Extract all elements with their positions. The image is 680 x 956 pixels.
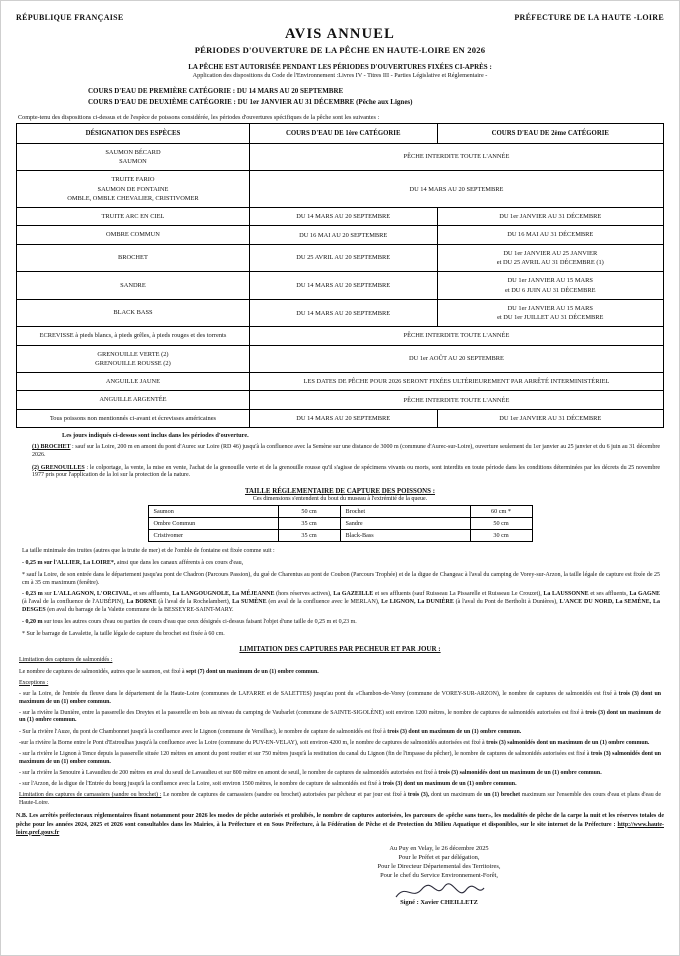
cat2-period-cell: DU 16 MAI AU 31 DÉCEMBRE [437,226,663,244]
size-table [148,505,533,542]
size-species-cell: Brochet [340,506,470,518]
days-included-note: Les jours indiqués ci-dessus sont inclus dans les périodes d'ouverture. [62,432,249,440]
cat2-period-cell: DU 1er JANVIER AU 15 MARS et DU 6 JUIN AU 31 DÉCEMBRE [437,272,663,300]
merged-period-cell: PÊCHE INTERDITE TOUTE L'ANNÉE [249,391,663,409]
species-table [16,123,664,428]
nb-text: N.B. Les arrêtés préfectoraux réglementaires fixant notamment pour 2026 les modes de pêche autorisés et prohibés, le nombre de captures autorisées, les parcours de «pêche sans tuer», les modalités de pêche de la carpe la nuit et les réserves totales de pêche pour les années 2024, 2025 et 2026 sont consultables dans les Mairies, à la Préfecture et en Sous Préfecture, à la Fédération de Pêche et de Protection du Milieu Aquatique et disponibles, sur le site internet de la Préfecture : [16,813,664,828]
species-name-cell: TRUITE ARC EN CIEL [17,208,250,226]
species-row [17,391,664,409]
size-value-cell: 60 cm * [470,506,532,518]
limitation-paragraphs [19,657,661,807]
size-species-cell: Sandre [340,518,470,530]
size-paragraph: - 0,25 m sur l'ALLIER, La LOIRE*, ainsi que dans les canaux afférents à ces cours d'eau, [22,560,244,567]
species-row [17,373,664,391]
limitation-paragraph: Limitation des captures de salmonidés : [19,657,113,664]
category-lines [88,86,664,108]
signature-name-line: Signé : Xavier CHEILLETZ [400,898,478,906]
size-paragraph: - 0,23 m sur L'ALLAGNON, L'ORCIVAL, et ses affluents, La LANGOUGNOLE, La MÉJEANNE (hors réserves actives), La GAZEILLE et ses affluents (sauf Ruisseau La Pissarelle et Ruisseau Le Crouzet), La LAUSSONNE et ses affluents, La GAGNE (à l'aval de la confluence de l'AUBÉPIN), La BORNE (à l'aval de la Rochelambert), La SUMÈNE (en aval de la confluence avec le MERLAN), Le LIGNON, La DUNIÈRE (à l'aval du Pont de Bertholit à Dunières), L'ANCE DU NORD, La SEMÈNE, La DESGES (en aval du barrage de la Valette commune de la BESSEYRE-SAINT-MARY. [22,591,661,613]
size-paragraphs [22,548,660,638]
signature-line: Pour le Directeur Départemental des Territoires, [377,862,501,870]
species-row [17,226,664,244]
merged-period-cell: PÊCHE INTERDITE TOUTE L'ANNÉE [249,143,663,171]
size-paragraph: * sauf la Loire, de son entrée dans le département jusqu'au pont de Chadron (Parcours Passion), du gué de Charentus au pont de Coubon (Parcours Trophée) et de la digue de Changeac à l'aval du camping de Vorey-sur-Arzon, la taille légale de capture est fixée de 25 cm à 35 cm maximum (fenêtre). [22,571,660,586]
species-name-cell: OMBRE COMMUN [17,226,250,244]
cat1-period-cell: DU 14 MARS AU 20 SEPTEMBRE [249,409,437,427]
limitation-title: LIMITATION DES CAPTURES PAR PECHEUR ET PAR JOUR : [239,645,441,654]
signature-line: Pour le chef du Service Environnement-Forêt, [380,871,498,879]
species-row [17,409,664,427]
species-name-cell: ANGUILLE JAUNE [17,373,250,391]
species-row [17,171,664,208]
size-paragraph: - 0,20 m sur tous les autres cours d'eau ou parties de cours d'eau que ceux désignés ci-dessus faisant l'objet d'une taille de 0,25 m et 0,23 m. [22,618,357,625]
size-species-cell: Saumon [148,506,278,518]
size-section-title: TAILLE RÉGLEMENTAIRE DE CAPTURE DES POISSONS : [244,488,436,496]
size-paragraph: La taille minimale des truites (autres que la truite de mer) et de l'omble de fontaine est fixée comme suit : [22,548,275,555]
species-row [17,244,664,272]
merged-period-cell: PÊCHE INTERDITE TOUTE L'ANNÉE [249,327,663,345]
size-value-cell: 35 cm [278,530,340,542]
species-name-cell: BROCHET [17,244,250,272]
limitation-paragraph: - sur la Loire, de l'entrée du fleuve dans le département de la Haute-Loire (communes de LAFARRE et de SALETTES) jusqu'au pont du «Chambon-de-Vorey (commune de VOREY-SUR-ARZON), le nombre de captures de salmonidés est fixé à trois (3) dont un maximum de un (1) ombre commun. [19,690,661,705]
size-value-cell: 50 cm [470,518,532,530]
species-name-cell: GRENOUILLE VERTE (2) GRENOUILLE ROUSSE (2) [17,345,250,373]
limitation-paragraph: Exceptions : [19,679,49,686]
category-2-line: COURS D'EAU DE DEUXIÈME CATÉGORIE : DU 1er JANVIER AU 31 DÉCEMBRE (Pêche aux Lignes) [88,97,413,106]
species-row [17,345,664,373]
signature-block [284,845,594,908]
footnote: (1) BROCHET : sauf sur la Loire, 200 m en amont du pont d'Aurec sur Loire (RD 46) jusqu'à la confluence avec la Semène sur une distance de 3000 m (commune d'Aurec-sur-Loire), ouverture seulement du 1er janvier au 25 janvier et du 6 juin au 31 décembre 2026. [32,444,660,458]
species-name-cell: ANGUILLE ARGENTÉE [17,391,250,409]
limitation-paragraph: Le nombre de captures de salmonidés, autres que le saumon, est fixé à sept (7) dont un maximum de un (1) ombre commun. [19,668,319,675]
species-name-cell: ECREVISSE à pieds blancs, à pieds grêles, à pieds rouges et des torrents [17,327,250,345]
species-row [17,208,664,226]
limitation-paragraph: - sur la rivière la Dunière, entre la passerelle des Dreytes et la passerelle en bois au niveau du camping de Vaubarlet (commune de SAINTE-SIGOLÈNE) soit environ 1200 mètres, le nombre de captures de salmonidés autorisées est fixé à trois (3) dont un maximum de un (1) ombre commun. [19,709,661,724]
species-table-intro: Compte-tenu des dispositions ci-dessus et de l'espèce de poissons considérée, les périodes d'ouvertures spécifiques de la pêche sont les suivantes : [18,113,380,121]
species-table-body [17,143,664,427]
cat1-period-cell: DU 14 MARS AU 20 SEPTEMBRE [249,299,437,327]
signature-line: Pour le Préfet et par délégation, [398,853,480,861]
size-species-cell: Cristivomer [148,530,278,542]
species-row [17,272,664,300]
species-name-cell: SAUMON BÉCARD SAUMON [17,143,250,171]
limitation-paragraph: - sur l'Arzon, de la digue de l'Entrée du bourg jusqu'à la confluence avec la Loire, soit environ 1500 mètres, le nombre de capture de salmonidés est fixé à trois (3) dont un maximum de un (1) ombre commun. [19,780,517,787]
document-header [16,13,664,22]
footnotes [16,444,664,480]
species-row [17,143,664,171]
cat1-period-cell: DU 14 MARS AU 20 SEPTEMBRE [249,208,437,226]
merged-period-cell: DU 1er AOÛT AU 20 SEPTEMBRE [249,345,663,373]
signature-line: Au Puy en Velay, le 26 décembre 2025 [389,844,489,852]
limitation-paragraph: - sur la rivière le Lignon à Tence depuis la passerelle située 120 mètres en amont du pont routier et sur 750 mètres jusqu'à la restitution du canal du Lignon (fin de l'impasse du pêcher), le nombre de captures de salmonidés autorisées est fixé à trois (3) salmonidés dont un maximum de un (1) ombre commun. [19,750,662,765]
limitation-paragraph: - sur la rivière la Senouire à Lavaudieu de 200 mètres en aval du seuil de Lavaudieu et sur 800 mètre en amont de seuil, le nombre de captures de salmonidés autorisées est fixé à trois (3) salmonidés dont un maximum de un (1) ombre commun. [19,769,602,776]
intro-line-1: LA PÊCHE EST AUTORISÉE PENDANT LES PÉRIODES D'OUVERTURES FIXÉES CI-APRÈS : [188,63,492,71]
cat2-period-cell: DU 1er JANVIER AU 25 JANVIER et DU 25 AVRIL AU 31 DÉCEMBRE (1) [437,244,663,272]
limitation-paragraph: -sur la rivière la Borne entre le Pont d'Estroulhas jusqu'à la confluence avec la Loire (commune du PUY-EN-VELAY), soit environ 4200 m, le nombre de captures de salmonidés autorisées est fixé à trois (3) salmonidés dont un maximum de un (1) ombre commun. [19,739,650,746]
merged-period-cell: DU 14 MARS AU 20 SEPTEMBRE [249,171,663,208]
republique-label: RÉPUBLIQUE FRANÇAISE [16,13,124,22]
cat2-period-cell: DU 1er JANVIER AU 15 MARS et DU 1er JUILLET AU 31 DÉCEMBRE [437,299,663,327]
cat1-period-cell: DU 16 MAI AU 20 SEPTEMBRE [249,226,437,244]
cat2-period-cell: DU 1er JANVIER AU 31 DÉCEMBRE [437,208,663,226]
cat1-period-cell: DU 25 AVRIL AU 20 SEPTEMBRE [249,244,437,272]
merged-period-cell: LES DATES DE PÊCHE POUR 2026 SERONT FIXÉES ULTÉRIEUREMENT PAR ARRÊTÉ INTERMINISTÉRIEL [249,373,663,391]
species-col-header: COURS D'EAU DE 1ère CATÉGORIE [249,123,437,143]
species-name-cell: Tous poissons non mentionnés ci-avant et écrevisses américaines [17,409,250,427]
species-name-cell: TRUITE FARIO SAUMON DE FONTAINE OMBLE, OMBLE CHEVALIER, CRISTIVOMER [17,171,250,208]
species-name-cell: SANDRE [17,272,250,300]
limitation-paragraph: Limitation des captures de carnassiers (sandre ou brochet) : Le nombre de captures de carnassiers (sandre ou brochet) autorisées par pêcheur et par jour est fixé à trois (3), dont un maximum de un (1) brochet maximum sur l'ensemble des cours d'eau et plans d'eau de Haute-Loire. [19,792,661,806]
cat1-period-cell: DU 14 MARS AU 20 SEPTEMBRE [249,272,437,300]
size-table-body [148,506,532,542]
category-1-line: COURS D'EAU DE PREMIÈRE CATÉGORIE : DU 14 MARS AU 20 SEPTEMBRE [88,87,344,95]
footnote: (2) GRENOUILLES : le colportage, la vente, la mise en vente, l'achat de la grenouille verte et de la grenouille rousse qu'il s'agisse de spécimens vivants ou morts, sont interdits en toute période dans les conditions déterminées par les décrets du 25 novembre 1977 pris pour l'application de la loi sur la protection de la nature. [32,464,661,479]
size-value-cell: 35 cm [278,518,340,530]
prefecture-label: PRÉFECTURE DE LA HAUTE -LOIRE [514,13,664,22]
prefecture-url[interactable]: http://www.haute-loire.pref.gouv.fr [16,821,664,836]
size-row [148,530,532,542]
cat2-period-cell: DU 1er JANVIER AU 31 DÉCEMBRE [437,409,663,427]
species-col-header: COURS D'EAU DE 2ème CATÉGORIE [437,123,663,143]
species-row [17,299,664,327]
signature-lines [284,845,594,908]
species-table-header-row [17,123,664,143]
species-col-header: DÉSIGNATION DES ESPÈCES [17,123,250,143]
size-species-cell: Black-Bass [340,530,470,542]
species-name-cell: BLACK BASS [17,299,250,327]
size-species-cell: Ombre Commun [148,518,278,530]
size-row [148,518,532,530]
species-row [17,327,664,345]
intro-line-2: Application des dispositions du Code de l'Environnement :Livres IV - Titres III - Parties Législative et Réglementaire - [192,72,488,79]
size-value-cell: 30 cm [470,530,532,542]
limitation-paragraph: - Sur la rivière l'Auze, du pont de Chambonnet jusqu'à la confluence avec le Lignon (commune de Versilhac), le nombre de capture de salmonidés est fixé à trois (3) dont un maximum de un (1) ombre commun. [19,728,522,735]
size-section-subtitle: Ces dimensions s'entendent du bout du museau à l'extrémité de la queue. [252,496,428,503]
size-row [148,506,532,518]
page-subtitle: PÉRIODES D'OUVERTURE DE LA PÊCHE EN HAUTE-LOIRE EN 2026 [194,45,486,55]
size-value-cell: 50 cm [278,506,340,518]
size-paragraph: * Sur le barrage de Lavalette, la taille légale de capture du brochet est fixée à 60 cm. [22,630,225,637]
nb-paragraph [16,812,664,836]
page-title: AVIS ANNUEL [284,26,396,42]
